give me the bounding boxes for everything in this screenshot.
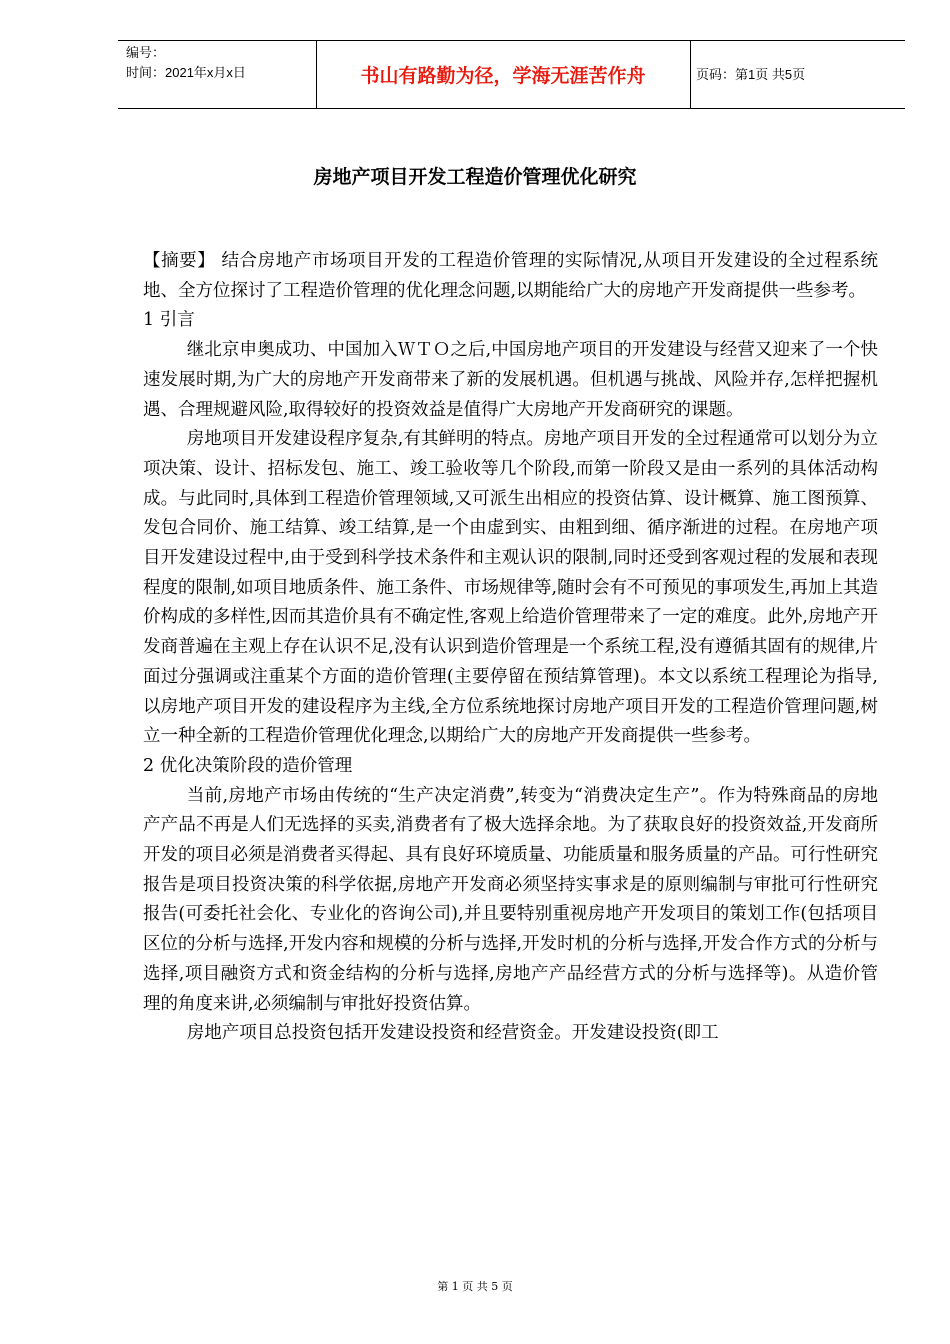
section-heading-introduction: 1 引言 xyxy=(143,310,195,331)
body-paragraph: 继北京申奥成功、中国加入ＷＴＯ之后,中国房地产项目的开发建设与经营又迎来了一个快速发展时期,为广大的房地产开发商带来了新的发展机遇。但机遇与挑战、风险并存,怎样把握机遇、合理规避风险,取得较好的投资效益是值得广大房地产开发商研究的课题。 xyxy=(143,340,878,420)
abstract-paragraph: 【摘要】 结合房地产市场项目开发的工程造价管理的实际情况,从项目开发建设的全过程系统地、全方位探讨了工程造价管理的优化理念问题,以期能给广大的房地产开发商提供一些参考。 xyxy=(143,251,878,301)
header-meta xyxy=(126,43,316,83)
page-footer: 第 1 页 共 5 页 xyxy=(437,1280,513,1293)
page-header xyxy=(118,40,905,109)
body-paragraph: 房地产项目总投资包括开发建设投资和经营资金。开发建设投资(即工 xyxy=(186,1023,719,1044)
header-page-info: 页码：第1页 共5页 xyxy=(696,67,806,82)
body-paragraph: 当前,房地产市场由传统的“生产决定消费”,转变为“消费决定生产”。作为特殊商品的房地产产品不再是人们无选择的买卖,消费者有了极大选择余地。为了获取良好的投资效益,开发商所开发的项目必须是消费者买得起、具有良好环境质量、功能质量和服务质量的产品。可行性研究报告是项目投资决策的科学依据,房地产开发商必须坚持实事求是的原则编制与审批可行性研究报告(可委托社会化、专业化的咨询公司),并且要特别重视房地产开发项目的策划工作(包括项目区位的分析与选择,开发内容和规模的分析与选择,开发时机的分析与选择,开发合作方式的分析与选择,项目融资方式和资金结构的分析与选择,房地产产品经营方式的分析与选择等)。从造价管理的角度来讲,必须编制与审批好投资估算。 xyxy=(143,785,878,1014)
document-time: 时间：2021年x月x日 xyxy=(126,65,246,80)
document-body xyxy=(143,247,878,1049)
document-number-label: 编号： xyxy=(126,45,166,60)
document-title: 房地产项目开发工程造价管理优化研究 xyxy=(313,166,637,188)
section-heading-decision-stage: 2 优化决策阶段的造价管理 xyxy=(143,755,353,776)
header-divider-right xyxy=(690,41,691,108)
body-paragraph: 房地项目开发建设程序复杂,有其鲜明的特点。房地产项目开发的全过程通常可以划分为立项决策、设计、招标发包、施工、竣工验收等几个阶段,而第一阶段又是由一系列的具体活动构成。与此同时,具体到工程造价管理领域,又可派生出相应的投资估算、设计概算、施工图预算、发包合同价、施工结算、竣工结算,是一个由虚到实、由粗到细、循序渐进的过程。在房地产项目开发建设过程中,由于受到科学技术条件和主观认识的限制,同时还受到客观过程的发展和表现程度的限制,如项目地质条件、施工条件、市场规律等,随时会有不可预见的事项发生,再加上其造价构成的多样性,因而其造价具有不确定性,客观上给造价管理带来了一定的难度。此外,房地产开发商普遍在主观上存在认识不足,没有认识到造价管理是一个系统工程,没有遵循其固有的规律,片面过分强调或注重某个方面的造价管理(主要停留在预结算管理)。本文以系统工程理论为指导,以房地产项目开发的建设程序为主线,全方位系统地探讨房地产项目开发的工程造价管理问题,树立一种全新的工程造价管理优化理念,以期给广大的房地产开发商提供一些参考。 xyxy=(143,429,878,747)
header-motto: 书山有路勤为径，学海无涯苦作舟 xyxy=(360,65,646,87)
